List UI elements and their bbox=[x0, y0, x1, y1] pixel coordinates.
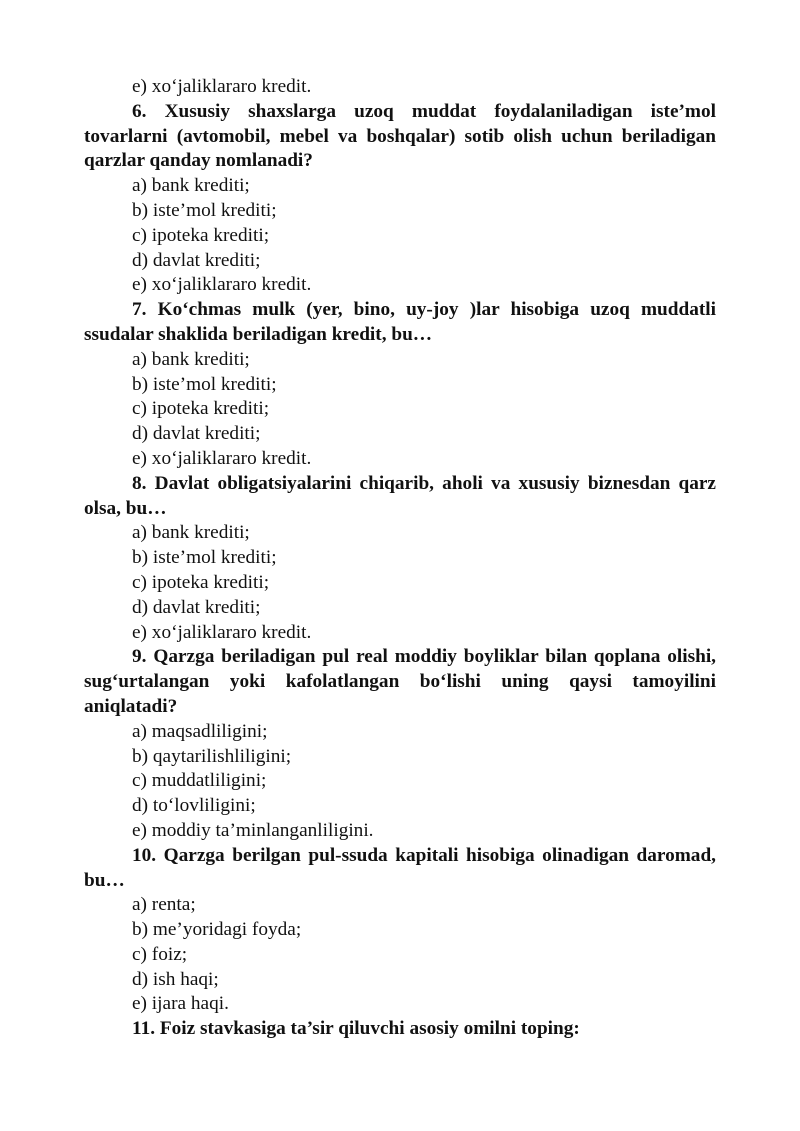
question-10-text: 10. Qarzga berilgan pul-ssuda kapitali hisobiga olinadigan daromad, bu… bbox=[84, 844, 716, 891]
question-7-option-b: b) iste’mol krediti; bbox=[132, 373, 277, 395]
question-8-option-c: c) ipoteka krediti; bbox=[132, 571, 270, 593]
question-8-option-b: b) iste’mol krediti; bbox=[132, 547, 277, 569]
leading-option: e) xo‘jaliklararo kredit. bbox=[132, 76, 312, 97]
question-9-option-b: b) qaytarilishliligini; bbox=[132, 745, 292, 767]
question-8-option-d: d) davlat krediti; bbox=[132, 596, 261, 618]
question-7-option-a: a) bank krediti; bbox=[132, 348, 250, 370]
question-7-option-e: e) xo‘jaliklararo kredit. bbox=[132, 447, 312, 469]
question-10-option-b: b) me’yoridagi foyda; bbox=[132, 919, 302, 941]
question-8-option-a: a) bank krediti; bbox=[132, 522, 250, 544]
question-11 bbox=[84, 1017, 716, 1042]
question-10 bbox=[84, 844, 716, 1018]
question-11-text: 11. Foiz stavkasiga ta’sir qiluvchi asosiy omilni toping: bbox=[132, 1018, 580, 1040]
question-6-text: 6. Xususiy shaxslarga uzoq muddat foydalaniladigan iste’mol tovarlarni (avtomobil, mebel va boshqalar) sotib olish uchun beriladigan qarzlar qanday nomlanadi? bbox=[84, 100, 716, 172]
question-8-text: 8. Davlat obligatsiyalarini chiqarib, aholi va xususiy biznesdan qarz olsa, bu… bbox=[84, 472, 716, 519]
question-7 bbox=[84, 298, 716, 472]
question-6-option-d: d) davlat krediti; bbox=[132, 249, 261, 271]
question-6-option-e: e) xo‘jaliklararo kredit. bbox=[132, 274, 312, 296]
question-10-option-e: e) ijara haqi. bbox=[132, 993, 229, 1015]
question-10-option-a: a) renta; bbox=[132, 894, 196, 916]
question-9-text: 9. Qarzga beriladigan pul real moddiy boyliklar bilan qoplana olishi, sug‘urtalangan yoki kafolatlangan bo‘lishi uning qaysi tamoyilini aniqlatadi? bbox=[84, 646, 716, 717]
question-7-option-c: c) ipoteka krediti; bbox=[132, 398, 270, 420]
question-8-option-e: e) xo‘jaliklararo kredit. bbox=[132, 621, 312, 643]
question-9-option-c: c) muddatliligini; bbox=[132, 770, 267, 792]
question-8 bbox=[84, 472, 716, 646]
question-7-option-d: d) davlat krediti; bbox=[132, 423, 261, 445]
question-9-option-a: a) maqsadliligini; bbox=[132, 720, 268, 742]
question-6 bbox=[84, 100, 716, 298]
question-9-option-d: d) to‘lovliligini; bbox=[132, 795, 256, 817]
question-6-option-c: c) ipoteka krediti; bbox=[132, 224, 270, 246]
question-10-option-c: c) foiz; bbox=[132, 943, 188, 965]
question-6-option-a: a) bank krediti; bbox=[132, 175, 250, 197]
question-9 bbox=[84, 645, 716, 843]
question-10-option-d: d) ish haqi; bbox=[132, 968, 219, 990]
question-7-text: 7. Ko‘chmas mulk (yer, bino, uy-joy )lar hisobiga uzoq muddatli ssudalar shaklida beriladigan kredit, bu… bbox=[84, 299, 716, 345]
question-9-option-e: e) moddiy ta’minlanganliligini. bbox=[132, 819, 374, 841]
question-6-option-b: b) iste’mol krediti; bbox=[132, 199, 277, 221]
